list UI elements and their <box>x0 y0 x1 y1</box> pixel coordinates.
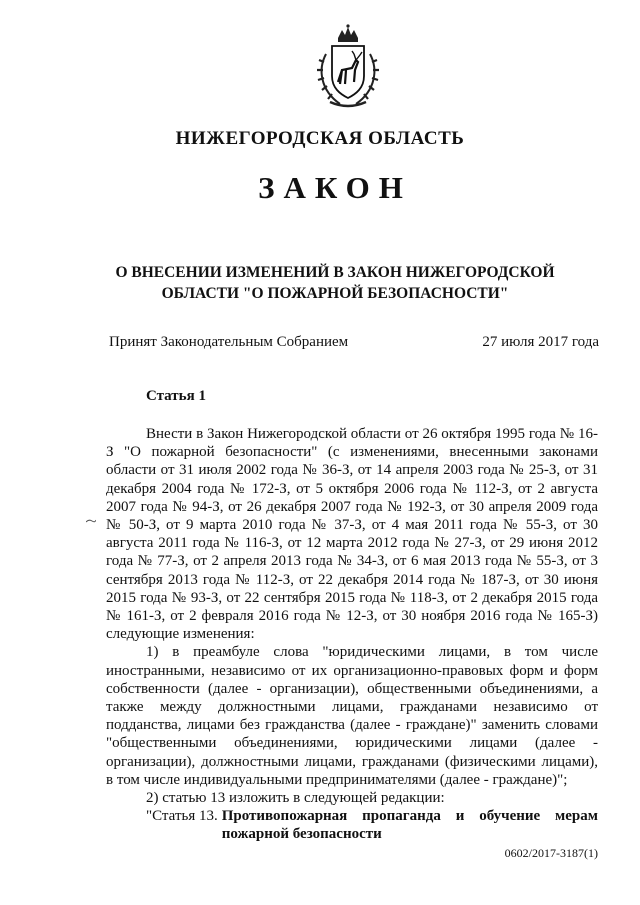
article-1-item-2: 2) статью 13 изложить в следующей редакции: <box>146 790 445 807</box>
margin-mark <box>86 519 96 523</box>
document-type: ЗАКОН <box>258 170 412 205</box>
adopted-by: Принят Законодательным Собранием <box>109 334 349 350</box>
law-title-line-1: О ВНЕСЕНИИ ИЗМЕНЕНИЙ В ЗАКОН НИЖЕГОРОДСКОЙ <box>115 264 555 281</box>
article-13-header <box>106 807 598 843</box>
law-title-line-2: ОБЛАСТИ "О ПОЖАРНОЙ БЕЗОПАСНОСТИ" <box>161 285 509 302</box>
region-name: НИЖЕГОРОДСКАЯ ОБЛАСТЬ <box>175 128 465 149</box>
article-13-title: Противопожарная пропаганда и обучение мерам пожарной безопасности <box>221 808 598 843</box>
document-number: 0602/2017-3187(1) <box>504 846 598 860</box>
article-1-item-1: 1) в преамбуле слова "юридическими лицами, в том числе иностранными, независимо от их организационно-правовых форм и форм собственности (далее - организации), общественными объединениями, а также между должностными лицами, гражданами независимо от подданства, лицами без гражданства (далее - граждане)" заменить словами "общественными объединениями, юридическими лицами (далее - организации), должностными лицами, гражданами (физическими лицами), в том числе индивидуальными предпринимателями (далее - граждане)"; <box>106 644 598 788</box>
law-title <box>0 262 640 304</box>
article-13-label: "Статья 13. <box>146 808 218 825</box>
article-1-heading: Статья 1 <box>146 388 206 404</box>
coat-of-arms-emblem <box>312 24 384 110</box>
adoption-line <box>109 334 599 351</box>
article-1-body <box>106 425 598 844</box>
article-1-intro: Внести в Закон Нижегородской области от 26 октября 1995 года № 16-З "О пожарной безопасности" (с изменениями, внесенными законами области от 31 июля 2002 года № 36-З, от 14 апреля 2003 года № 25-З, от 31 декабря 2004 года № 172-З, от 5 октября 2006 года № 112-З, от 2 августа 2007 года № 94-З, от 26 декабря 2007 года № 192-З, от 30 апреля 2009 года № 50-З, от 9 марта 2010 года № 37-З, от 4 мая 2011 года № 55-З, от 30 августа 2011 года № 116-З, от 12 марта 2012 года № 27-З, от 29 июня 2012 года № 77-З, от 2 апреля 2013 года № 34-З, от 6 мая 2013 года № 55-З, от 3 сентября 2013 года № 112-З, от 22 декабря 2014 года № 187-З, от 30 июня 2015 года № 93-З, от 22 сентября 2015 года № 118-З, от 2 декабря 2015 года № 161-З, от 2 февраля 2016 года № 12-З, от 30 ноября 2016 года № 165-З) следующие изменения: <box>106 426 598 643</box>
adoption-date: 27 июля 2017 года <box>482 334 599 350</box>
